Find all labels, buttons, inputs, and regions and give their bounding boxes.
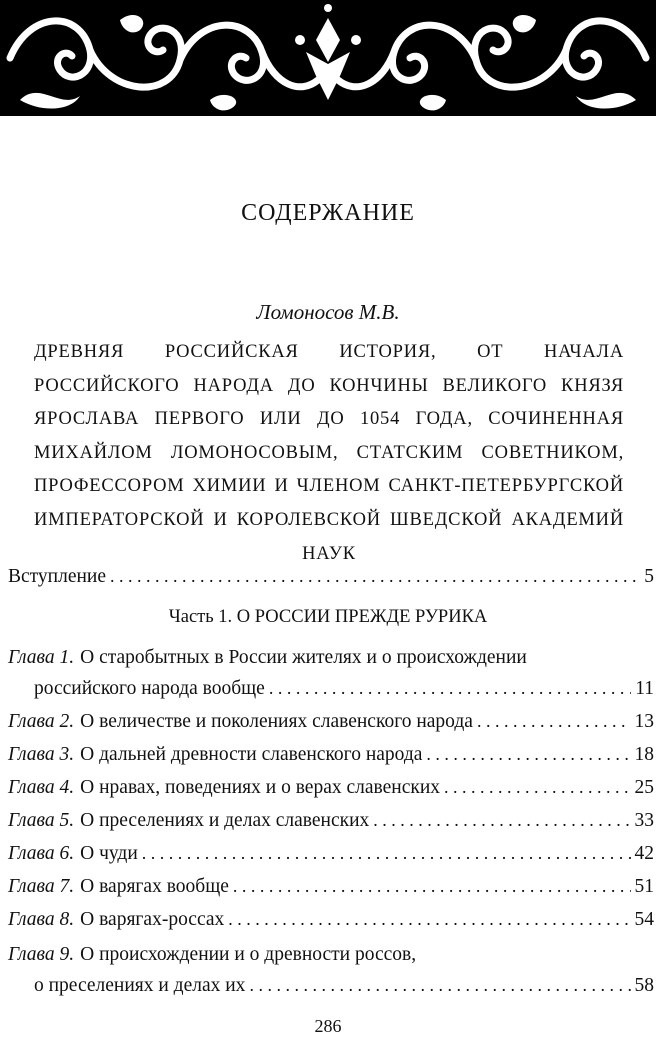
chapter-label: Глава 8. bbox=[8, 909, 75, 930]
toc-entry-page: 42 bbox=[634, 843, 654, 864]
page-title: СОДЕРЖАНИЕ bbox=[241, 200, 415, 226]
chapter-title: О нравах, поведениях и о верах славенских bbox=[80, 777, 441, 798]
toc-entry-chapter-1[interactable] bbox=[8, 647, 654, 669]
toc-entry-chapter-5[interactable] bbox=[8, 810, 654, 840]
chapter-title: О дальней древности славенского народа bbox=[80, 744, 423, 765]
ornament-header bbox=[0, 0, 656, 116]
page-number: 286 bbox=[314, 1016, 342, 1036]
toc-entry-page: 11 bbox=[635, 678, 654, 699]
dot-leader bbox=[373, 810, 630, 831]
chapter-label: Глава 2. bbox=[8, 711, 75, 732]
chapter-label: Глава 5. bbox=[8, 810, 75, 831]
dot-leader bbox=[228, 909, 630, 930]
chapter-label: Глава 4. bbox=[8, 777, 75, 798]
dot-leader bbox=[110, 566, 640, 587]
toc-entry-page: 51 bbox=[634, 876, 654, 897]
toc-entry-chapter-6[interactable] bbox=[8, 843, 654, 873]
work-title: ДРЕВНЯЯ РОССИЙСКАЯ ИСТОРИЯ, ОТ НАЧАЛА РОССИЙСКОГО НАРОДА ДО КОНЧИНЫ ВЕЛИКОГО КНЯЗЯ ЯРОСЛАВА ПЕРВОГО ИЛИ ДО 1054 ГОДА, СОЧИНЕННАЯ МИХАЙЛОМ ЛОМОНОСОВЫМ, СТАТСКИМ СОВЕТНИКОМ, ПРОФЕССОРОМ ХИМИИ И ЧЛЕНОМ САНКТ-ПЕТЕРБУРГСКОЙ ИМПЕРАТОРСКОЙ И КОРОЛЕВСКОЙ ШВЕДСКОЙ АКАДЕМИЙ НАУК bbox=[34, 342, 624, 564]
toc-entry-chapter-3[interactable] bbox=[8, 744, 654, 774]
chapter-label: Глава 6. bbox=[8, 843, 75, 864]
dot-leader bbox=[426, 744, 630, 765]
dot-leader bbox=[444, 777, 630, 798]
toc-entry-page: 18 bbox=[634, 744, 654, 765]
toc-entry-chapter-9-cont[interactable] bbox=[34, 975, 654, 1005]
dot-leader bbox=[142, 843, 631, 864]
toc-entry-title: Вступление bbox=[8, 566, 107, 587]
chapter-title-line1: О происхождении и о древности россов, bbox=[80, 944, 417, 965]
toc-entry-chapter-1-cont[interactable] bbox=[34, 678, 654, 708]
dot-leader bbox=[269, 678, 631, 699]
dot-leader bbox=[249, 975, 630, 996]
chapter-title: О чуди bbox=[80, 843, 138, 864]
part-heading: Часть 1. О РОССИИ ПРЕЖДЕ РУРИКА bbox=[168, 607, 488, 627]
toc-entry-page: 58 bbox=[634, 975, 654, 996]
chapter-title: О варягах вообще bbox=[80, 876, 229, 897]
toc-entry-chapter-4[interactable] bbox=[8, 777, 654, 807]
chapter-label: Глава 1. bbox=[8, 647, 75, 668]
chapter-title: О варягах-россах bbox=[80, 909, 225, 930]
chapter-title: О величестве и поколениях славенского народа bbox=[80, 711, 473, 732]
chapter-title-line2: о преселениях и делах их bbox=[34, 975, 246, 996]
chapter-title-line1: О старобытных в России жителях и о происхождении bbox=[80, 647, 527, 668]
toc-entry-intro[interactable] bbox=[8, 566, 654, 596]
toc-entry-page: 54 bbox=[634, 909, 654, 930]
toc-entry-chapter-9[interactable] bbox=[8, 944, 654, 966]
toc-entry-page: 25 bbox=[634, 777, 654, 798]
chapter-title: О преселениях и делах славенских bbox=[80, 810, 370, 831]
author-name: Ломоносов М.В. bbox=[256, 300, 400, 324]
chapter-title-line2: российского народа вообще bbox=[34, 678, 265, 699]
toc-entry-page: 13 bbox=[634, 711, 654, 732]
toc-entry-page: 33 bbox=[634, 810, 654, 831]
toc-entry-chapter-2[interactable] bbox=[8, 711, 654, 741]
dot-leader bbox=[477, 711, 631, 732]
toc-entry-chapter-8[interactable] bbox=[8, 909, 654, 939]
chapter-label: Глава 7. bbox=[8, 876, 75, 897]
chapter-label: Глава 9. bbox=[8, 944, 75, 965]
toc-entry-page: 5 bbox=[644, 566, 654, 587]
dot-leader bbox=[233, 876, 631, 897]
ornament-scroll-icon bbox=[0, 0, 656, 116]
chapter-label: Глава 3. bbox=[8, 744, 75, 765]
toc-entry-chapter-7[interactable] bbox=[8, 876, 654, 906]
